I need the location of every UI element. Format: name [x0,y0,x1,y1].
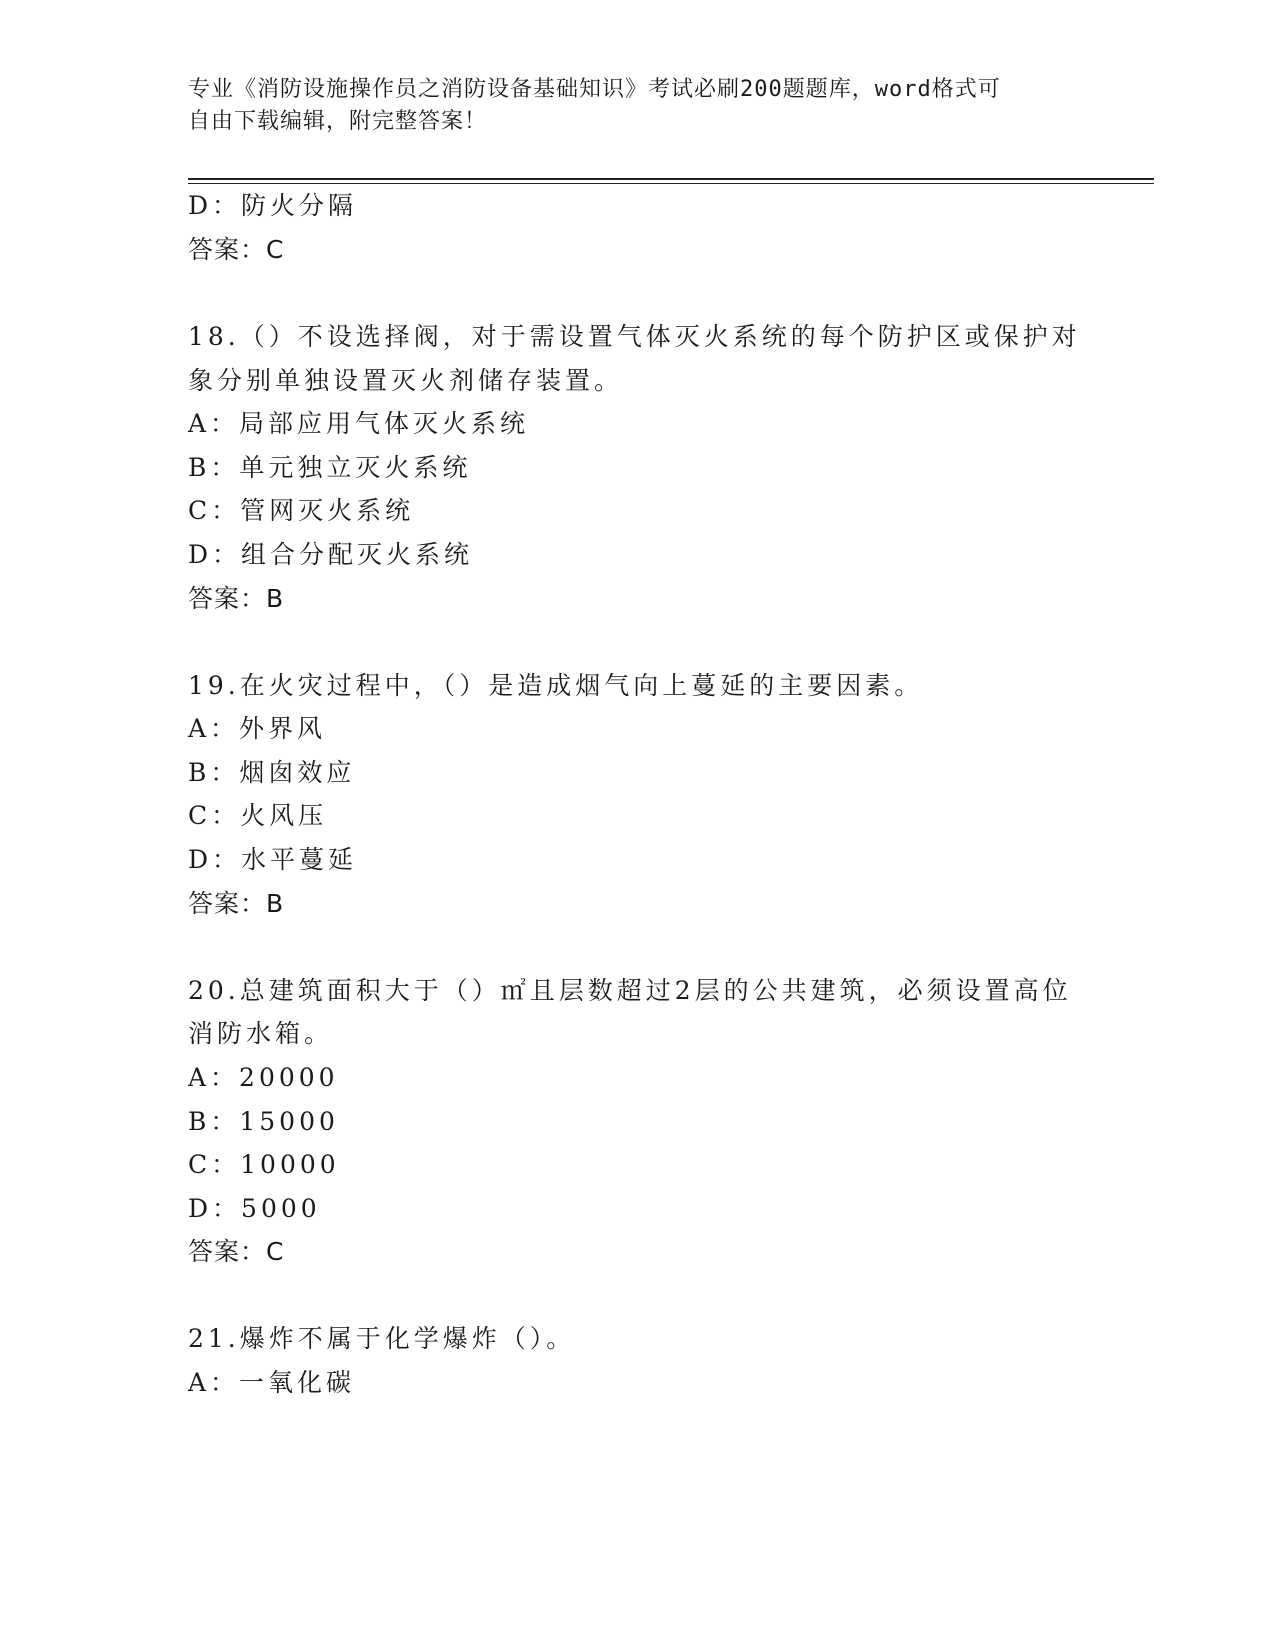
document-header [188,74,1068,138]
q19-answer: 答案：B [188,889,285,918]
q21-stem-line-1: 21.爆炸不属于化学爆炸（）。 [188,1324,576,1353]
q18-option-c: C：管网灭火系统 [188,496,415,525]
q19-option-b: B：烟囱效应 [188,758,356,787]
q18-option-b: B：单元独立灭火系统 [188,453,472,482]
q20-option-d: D：5000 [188,1194,321,1223]
q19-option-c: C：火风压 [188,801,328,830]
q20-option-a: A：20000 [188,1063,339,1092]
q20-stem-line-2: 消防水箱。 [188,1019,334,1048]
prev-answer: 答案：C [188,235,285,264]
q20-stem-line-1: 20.总建筑面积大于（）㎡且层数超过2层的公共建筑，必须设置高位 [188,976,1072,1005]
q18-answer: 答案：B [188,584,285,613]
q20-option-b: B：15000 [188,1107,339,1136]
q18-option-d: D：组合分配灭火系统 [188,540,474,569]
q18-stem-line-2: 象分别单独设置灭火剂储存装置。 [188,366,624,395]
header-divider-thick [188,178,1154,180]
q18-stem-line-1: 18.（）不设选择阀，对于需设置气体灭火系统的每个防护区或保护对 [188,322,1081,351]
header-line-2: 自由下载编辑，附完整答案！ [188,109,488,134]
prev-option-d: D：防火分隔 [188,191,358,220]
header-divider-thin [188,183,1154,184]
q21-option-a: A：一氧化碳 [188,1368,356,1397]
q18-option-a: A：局部应用气体灭火系统 [188,409,530,438]
q20-option-c: C：10000 [188,1150,340,1179]
header-line-1: 专业《消防设施操作员之消防设备基础知识》考试必刷200题题库，word格式可 [188,77,1001,102]
q19-option-d: D：水平蔓延 [188,845,358,874]
q19-option-a: A：外界风 [188,714,327,743]
q19-stem-line-1: 19.在火灾过程中，（）是造成烟气向上蔓延的主要因素。 [188,671,924,700]
q20-answer: 答案：C [188,1237,285,1266]
